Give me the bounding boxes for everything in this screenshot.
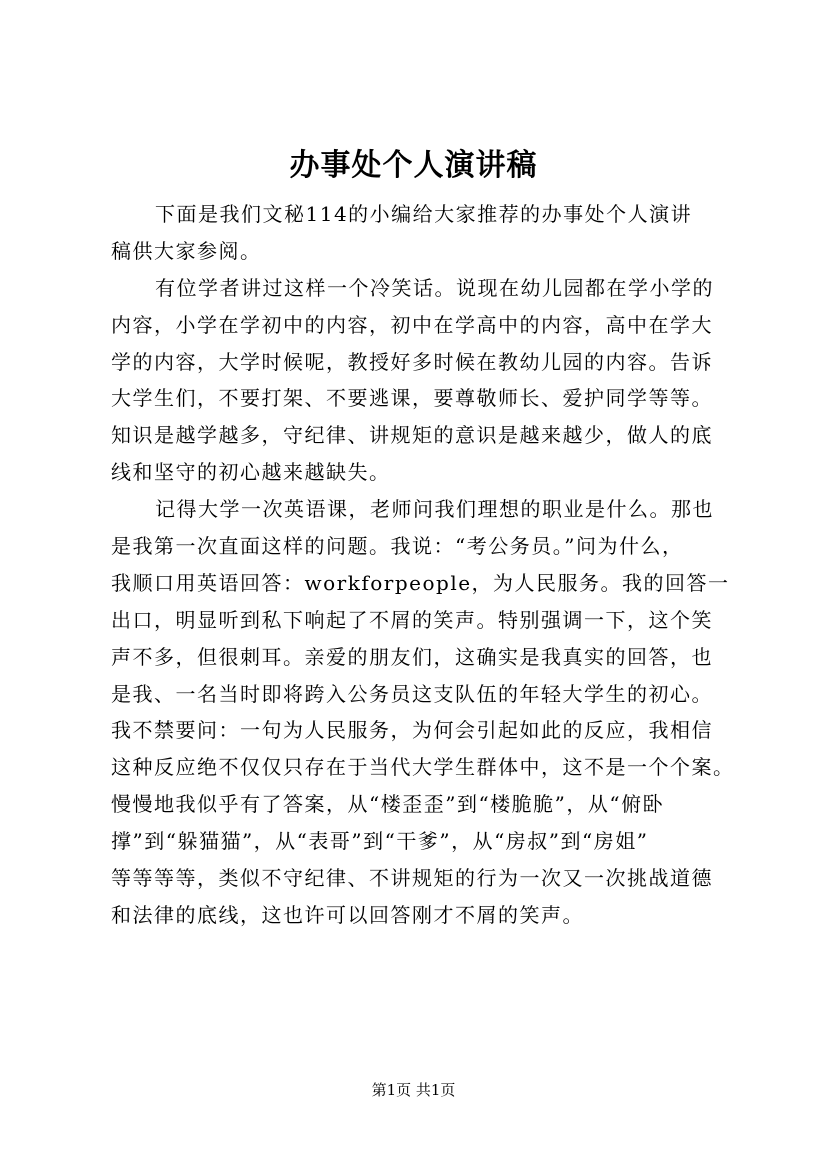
paragraph-line: 撑”到“躲猫猫”，从“表哥”到“干爹”，从“房叔”到“房姐” [111,829,649,854]
paragraph-line: 声不多，但很刺耳。亲爱的朋友们，这确实是我真实的回答，也 [111,644,713,669]
paragraph-line: 大学生们，不要打架、不要逃课，要尊敬师长、爱护同学等等。 [111,386,713,411]
paragraph-line: 记得大学一次英语课，老师问我们理想的职业是什么。那也 [155,497,714,522]
paragraph-line: 和法律的底线，这也许可以回答刚才不屑的笑声。 [111,902,584,927]
paragraph-line: 学的内容，大学时候呢，教授好多时候在教幼儿园的内容。告诉 [111,349,713,374]
paragraph-line: 慢慢地我似乎有了答案，从“楼歪歪”到“楼脆脆”，从“俯卧 [111,792,665,817]
document-title: 办事处个人演讲稿 [289,148,538,183]
paragraph-line: 下面是我们文秘114的小编给大家推荐的办事处个人演讲 [155,202,693,226]
paragraph-line: 稿供大家参阅。 [111,238,262,263]
paragraph-line: 出口，明显听到私下响起了不屑的笑声。特别强调一下，这个笑 [111,607,713,632]
document-body [111,196,736,934]
page-footer: 第1页 共1页 [371,1081,456,1099]
paragraph-line: 这种反应绝不仅仅只存在于当代大学生群体中，这不是一个个案。 [111,755,735,780]
paragraph-line: 我顺口用英语回答：workforpeople，为人民服务。我的回答一 [111,570,730,595]
paragraph-line: 线和坚守的初心越来越缺失。 [111,460,391,485]
paragraph-line: 我不禁要问：一句为人民服务，为何会引起如此的反应，我相信 [111,718,713,743]
paragraph-line: 等等等等，类似不守纪律、不讲规矩的行为一次又一次挑战道德 [111,866,713,891]
paragraph-line: 是我第一次直面这样的问题。我说：“考公务员。”问为什么， [111,534,684,559]
paragraph-line: 有位学者讲过这样一个冷笑话。说现在幼儿园都在学小学的 [155,275,714,300]
paragraph-line: 内容，小学在学初中的内容，初中在学高中的内容，高中在学大 [111,312,713,337]
paragraph-line: 知识是越学越多，守纪律、讲规矩的意识是越来越少，做人的底 [111,423,713,448]
paragraph-line: 是我、一名当时即将跨入公务员这支队伍的年轻大学生的初心。 [111,681,713,706]
